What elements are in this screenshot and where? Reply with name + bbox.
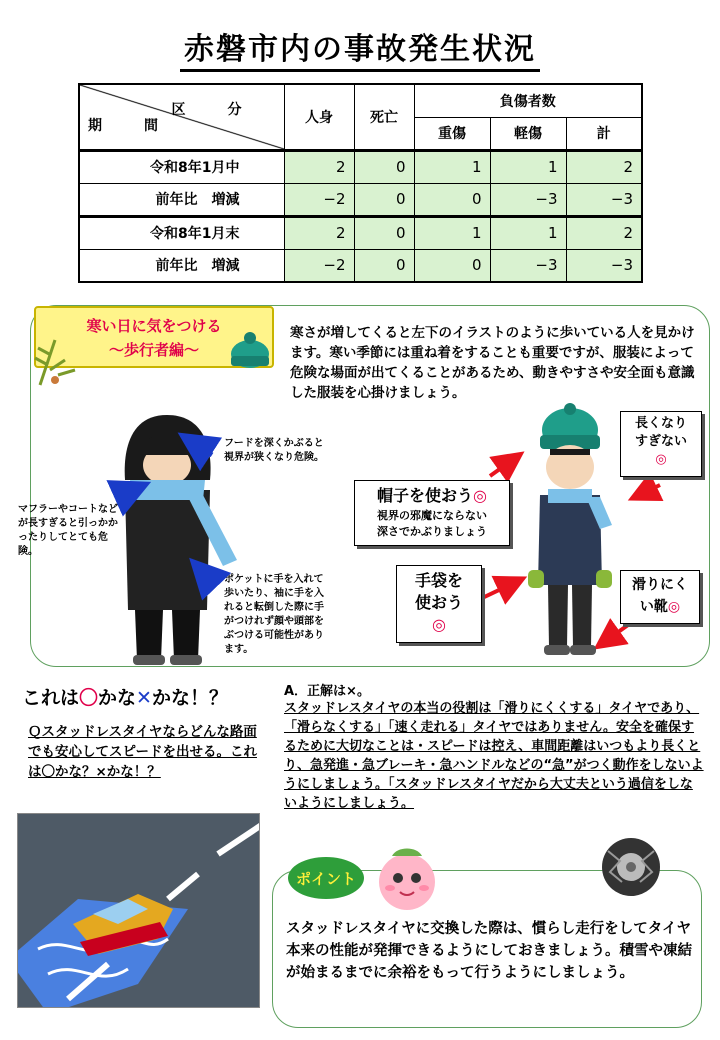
page-title: 赤磐市内の事故発生状況 xyxy=(0,24,720,68)
quiz-question: Ｑスタッドレスタイヤならどんな路面でも安心してスピードを出せる。これは〇かな？×かな！？ xyxy=(28,724,257,780)
pedestrian-banner: 寒い日に気をつける 〜歩行者編〜 xyxy=(34,306,274,368)
point-text: スタッドレスタイヤに交換した際は、慣らし走行をしてタイヤ本来の性能が発揮できるようにしておきましょう。積雪や凍結が始まるまでに余裕をもって行うようにしましょう。 xyxy=(286,921,692,981)
quiz-title: これは〇かな✕かな！？ xyxy=(22,687,228,709)
glove-callout: 手袋を 使おう ◎ xyxy=(396,565,482,643)
col-shibou: 死亡 xyxy=(354,84,414,150)
peach-mascot-icon xyxy=(372,838,442,912)
point-badge xyxy=(287,855,365,901)
header-kubun: 区 分 xyxy=(171,102,256,118)
snow-chain-tire-icon xyxy=(600,836,662,898)
col-jinshin: 人身 xyxy=(284,84,354,150)
well-dressed-pedestrian-illustration xyxy=(520,405,620,665)
pocket-note: ポケットに手を入れて歩いたり、袖に手を入れると転倒した際に手がつけれず顔や頭部をぶつける可能性があります。 xyxy=(224,574,324,655)
table-row: 前年比 増減 −2 0 0 −3 −3 xyxy=(79,183,642,216)
answer-text: スタッドレスタイヤの本当の役割は「滑りにくくする」タイヤであり、「滑らなくする」「速く走れる」タイヤではありません。安全を確保するために大切なことは・スピードは控え、車間距離はいつもより長くとり、急発進・急ブレーキ・急ハンドルなどの“急”がつく動作をしないようにしましょう。「スタッドレスタイヤだから大丈夫という過信をしないようにしましょう。 xyxy=(284,701,704,811)
table-row: 前年比 増減 −2 0 0 −3 −3 xyxy=(79,249,642,282)
icy-road-illustration xyxy=(17,813,260,1008)
header-kikan: 期 間 xyxy=(88,117,172,134)
col-kei: 計 xyxy=(566,117,642,150)
col-fushousha: 負傷者数 xyxy=(414,84,642,117)
muffler-note: マフラーやコートなどが長すぎると引っかかったりしてとても危険。 xyxy=(18,504,118,557)
answer-heading: A．正解は×。 xyxy=(284,684,370,699)
pedestrian-intro-text: 寒さが増してくると左下のイラストのように歩いている人を見かけます。寒い季節には重ね着をすることも重要ですが、服装によって危険な場面が出てくることがあるため、動きやすさや安全面も意識した服装を心掛けましょう。 xyxy=(290,325,695,401)
hat-callout: 帽子を使おう◎ 視界の邪魔にならない 深さでかぶりましょう xyxy=(354,480,510,546)
shoe-callout: 滑りにく い靴◎ xyxy=(620,570,700,624)
table-row: 令和8年1月中 2 0 1 1 2 xyxy=(79,150,642,183)
col-jushou: 重傷 xyxy=(414,117,490,150)
table-row: 令和8年1月末 2 0 1 1 2 xyxy=(79,216,642,249)
point-badge-label: ポイント xyxy=(295,870,357,888)
col-keishou: 軽傷 xyxy=(490,117,566,150)
length-callout: 長くなり すぎない ◎ xyxy=(620,411,702,477)
hood-note: フードを深くかぶると視界が狭くなり危険。 xyxy=(224,438,324,463)
